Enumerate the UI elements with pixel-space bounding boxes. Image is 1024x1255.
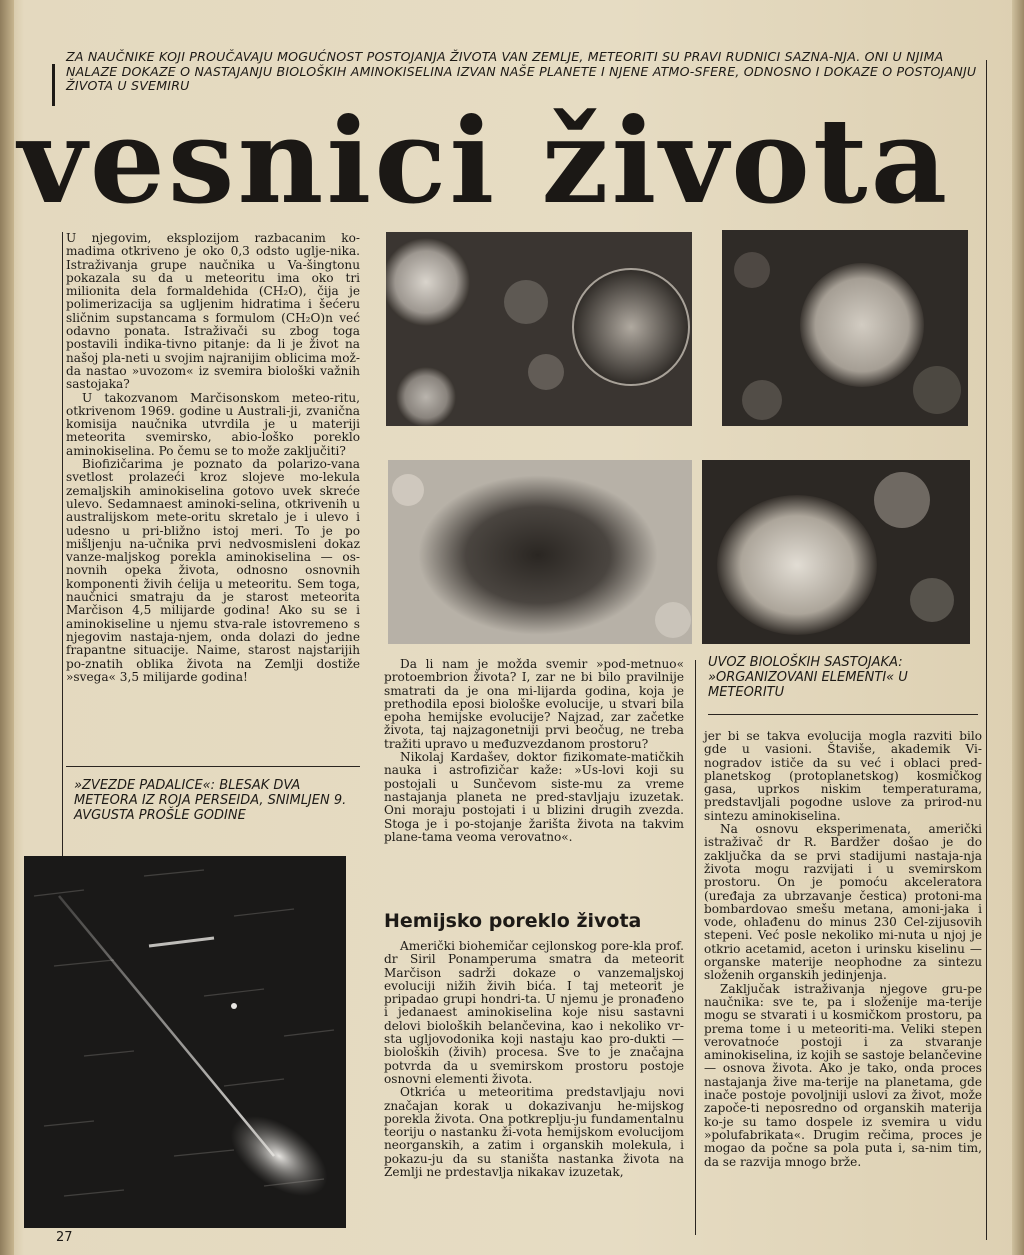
article-column-3 [704, 730, 982, 1169]
paragraph: Otkrića u meteoritima predstavljaju novi značajan korak u dokazivanju he-mijskog porekla života. Ona potkreplju-ju fundamentalnu teoriju o nastanku ži-vota hemijskom evolucijom neorganskih, a zatim i organskih molekula, i pokazu-ju da su staništa nastanka života na Zemlji ne prdestavlja nikakav izuzetak, [384, 1085, 684, 1180]
paragraph: Na osnovu eksperimenata, američki istraživač dr R. Bardžer došao je do zaključka da se prvi stadijumi nastaja-nja života mogu razvijati i u svemirskom prostoru. On je pomoću akceleratora (uređaja za ubrzavanje čestica) protoni-ma bombardovao smešu metana, amoni-jaka i vode, ohlađenu do minus 230 Cel-zijusovih stepeni. Već posle nekoliko mi-nuta u njoj je otkrio acetamid, aceton i urinsku kiselinu — organske materije neophodne za sintezu složenih organskih jedinjenja. [704, 822, 982, 983]
section-subhead: Hemijsko poreklo života [384, 910, 642, 932]
paragraph: U takozvanom Marčisonskom meteo-ritu, otkrivenom 1969. godine u Australi-ji, zvanična komisija naučnika utvrdila je u materiji meteorita svemirsko, abio-loško poreklo aminokiselina. Po čemu se to može zaključiti? [66, 390, 360, 458]
paragraph: U njegovim, eksplozijom razbacanim ko-madima otkriveno je oko 0,3 odsto uglje-nika. Istraživanja grupe naučnika u Va-šingtonu pokazala su da u meteoritu ima oko tri milionita dela formaldehida (CH₂O), čija je polimerizacija sa ugljenim hidratima i šećeru sličnim supstancama s formulom (CH₂O)n već odavno ponata. Istraživači su zbog toga postavili indika-tivno pitanje: da li je život na našoj pla-neti u svojim najranijim oblicima mož-da nastao »uvozom« iz svemira biološki važnih sastojaka? [66, 231, 360, 392]
column-rule-right [986, 60, 987, 1240]
column-rule-2 [695, 660, 696, 1235]
meteor-caption: »ZVEZDE PADALICE«: BLESAK DVA METEORA IZ ROJA PERSEIDA, SNIMLJEN 9. AVGUSTA PROŠLE GODINE [74, 778, 347, 823]
meteorite-micrograph-3 [388, 460, 692, 644]
article-column-2-continued [384, 940, 684, 1179]
meteorite-micrograph-1 [386, 232, 692, 426]
paragraph: Biofizičarima je poznato da polarizo-vana svetlost prolazeći kroz slojeve mo-lekula zemaljskih aminokiselina gotovo uvek skreće ulevo. Sedamnaest aminoki-selina, otkrivenih u australijskom mete-oritu skretalo je i ulevo i udesno u pri-bližno istoj meri. To je po mišljenju na-učnika prvi nedvosmisleni dokaz vanze-maljskog porekla aminokiselina — os-novnih opeka života, odnosno osnovnih komponenti živih ćelija u meteoritu. Sem toga, naučnici smatraju da je starost meteorita Marčison 4,5 milijarde godina! Ako su se i aminokiseline u njemu stva-rale istovremeno s njegovim nastaja-njem, onda dolazi do jedne frapantne situacije. Naime, starost najstarijih po-znatih oblika života na Zemlji dostiže »svega« 3,5 milijarde godina! [66, 457, 360, 684]
article-column-1 [66, 232, 360, 684]
meteorite-caption: UVOZ BIOLOŠKIH SASTOJAKA: »ORGANIZOVANI ELEMENTI« U METEORITU [708, 655, 908, 700]
caption-rule [66, 766, 360, 767]
caption-rule [708, 714, 978, 715]
page-number: 27 [56, 1230, 73, 1245]
binding-edge [0, 0, 14, 1255]
paragraph: Da li nam je možda svemir »pod-metnuo« protoembrion života? I, zar ne bi bilo pravilnije smatrati da je ona mi-lijarda godina, koja je prethodila eposi biološke evolucije, u stvari bila epoha hemijske evolucije? Najzad, zar začetke života, taj najzagonetniji prvi beočug, ne treba tražiti upravo u međuzvezdanom prostoru? [384, 657, 684, 751]
headline: vesnici života [18, 92, 951, 230]
paragraph: Američki biohemičar cejlonskog pore-kla prof. dr Siril Ponamperuma smatra da meteorit Marčison sadrži dokaze o vanzemaljskoj evoluciji nižih živih bića. I taj meteorit je pripadao grupi hondri-ta. U njemu je pronađeno i jedanaest aminokiselina koje nisu sastavni delovi bioloških belančevina, kao i nekoliko vr-sta ugljovodonika koji nastaju kao pro-dukti — bioloških (živih) procesa. Sve to je značajna potvrda da u svemirskom prostoru postoje osnovni elementi života. [384, 939, 684, 1086]
meteorite-micrograph-2 [722, 230, 968, 426]
column-rule-1 [62, 232, 63, 858]
perseid-meteor-photo [24, 856, 346, 1228]
meteorite-micrograph-4 [702, 460, 970, 644]
intro-text: ZA NAUČNIKE KOJI PROUČAVAJU MOGUĆNOST POSTOJANJA ŽIVOTA VAN ZEMLJE, METEORITI SU PRAVI RUDNICI SAZNA-NJA. ONI U NJIMA NALAZE DOKAZE O NASTAJANJU BIOLOŠKIH AMINOKISELINA IZVAN NAŠE PLANETE I NJENE ATMO-SFERE, ODNOSNO I DOKAZE O POSTOJANJU ŽIVOTA U SVEMIRU [66, 49, 977, 93]
paragraph: Zaključak istraživanja njegove gru-pe naučnika: sve te, pa i složenije ma-terije mogu se stvarati i u kosmičkom prostoru, pa prema tome i u meteoriti-ma. Veliki stepen verovatnoće postoji i za stvaranje aminokiselina, iz kojih se sastoje belančevine — osnova života. Ako je tako, onda proces nastajanja žive ma-terije na planetama, gde inače postoje povoljniji uslovi za život, može započe-ti neposredno od organskih materija ko-je su tamo dospele iz svemira u vidu »polufabrikata«. Drugim rečima, proces je mogao da počne sa pola puta i, sa-nim tim, da se razvija mnogo brže. [704, 981, 982, 1169]
paragraph: jer bi se takva evolucija mogla razviti bilo gde u vasioni. Štaviše, akademik Vi-nogradov ističe da su već i oblaci pred-planetskog (protoplanetskog) kosmičkog gasa, uprkos niskim temperaturama, predstavljali pogodne uslove za prirod-nu sintezu aminokiselina. [704, 729, 982, 823]
article-column-2 [384, 658, 684, 844]
paragraph: Nikolaj Kardašev, doktor fizikomate-matičkih nauka i astrofizičar kaže: »Us-lovi koji su postojali u Sunčevom siste-mu za vreme nastajanja planeta ne pred-stavljaju izuzetak. Oni moraju postojati i u blizini drugih zvezda. Stoga je i po-stojanje žarišta života na takvim plane-tama veoma verovatno«. [384, 750, 684, 844]
